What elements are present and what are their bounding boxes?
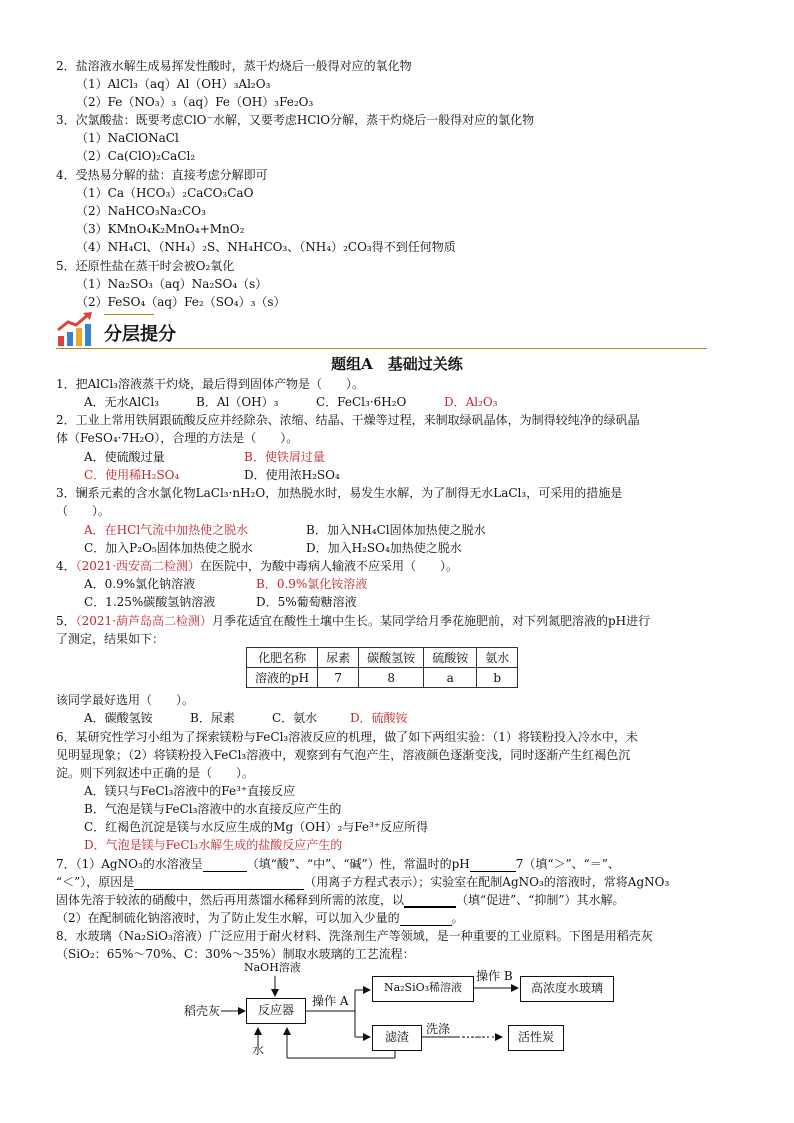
question-stem: 淀。则下列叙述中正确的是（ ）。 [56, 766, 255, 780]
question-stem: 了测定，结果如下： [56, 632, 165, 646]
flow-label: 稻壳灰 [184, 1004, 221, 1018]
option: C．红褐色沉淀是镁与水反应生成的Mg（OH）₂与Fe³⁺反应所得 [84, 820, 429, 834]
text-run: 7．（1）AgNO₃的水溶液呈 [56, 857, 203, 871]
option-answer: D．Al₂O₃ [444, 395, 498, 409]
text-line: （1）NaClONaCl [76, 131, 179, 145]
text-run: （2）在配制硫化钠溶液时，为了防止发生水解，可以加入少量的 [56, 911, 400, 925]
text-run: 固体先溶于较浓的硝酸中，然后再用蒸馏水稀释到所需的浓度，以 [56, 893, 405, 907]
option: B．Al（OH）₃ [196, 395, 279, 409]
text-run: （用离子方程式表示）；实验室在配制AgNO₃的溶液时，常将AgNO₃ [304, 875, 670, 889]
text-line: （3）KMnO₄K₂MnO₄+MnO₂ [76, 222, 245, 236]
residue-box: 滤渣 [372, 1025, 422, 1051]
question-number: 4． [56, 559, 76, 573]
table-cell: b [477, 668, 518, 688]
question-stem: 3．镧系元素的含水氯化物LaCl₃·nH₂O，加热脱水时，易发生水解，为了制得无水LaCl₃，可采用的措施是 [56, 486, 623, 500]
table-cell: 7 [318, 668, 359, 688]
question-text: 在医院中，为酸中毒病人输液不应采用（ ）。 [200, 559, 459, 573]
text-line: （1）AlCl₃（aq）Al（OH）₃Al₂O₃ [76, 77, 271, 91]
text-line: （2）Fe（NO₃）₃（aq）Fe（OH）₃Fe₂O₃ [76, 95, 314, 109]
option: D．使用浓H₂SO₄ [244, 468, 340, 482]
text-line: （1）Ca（HCO₃）₂CaCO₃CaO [76, 186, 254, 200]
flow-label: NaOH溶液 [244, 961, 301, 974]
source-tag: （2021·西安高二检测） [75, 559, 200, 573]
option: A．0.9%氯化钠溶液 [84, 577, 196, 591]
option: B．气泡是镁与FeCl₃溶液中的水直接反应产生的 [84, 802, 342, 816]
question-stem: 1．把AlCl₃溶液蒸干灼烧，最后得到固体产物是（ ）。 [56, 377, 364, 391]
option: B．尿素 [190, 711, 235, 725]
solution-box: Na₂SiO₃稀溶液 [372, 976, 474, 1002]
text-line: 5．还原性盐在蒸干时会被O₂氧化 [56, 259, 235, 273]
question-stem: 见明显现象；（2）将镁粉投入FeCl₃溶液中，观察到有气泡产生，溶液颜色逐渐变浅，同时逐渐产生红褐色沉 [56, 748, 631, 762]
option: C．氨水 [272, 711, 318, 725]
flow-label: 操作 A [312, 994, 349, 1008]
reactor-box: 反应器 [246, 998, 306, 1024]
option: A．碳酸氢铵 [84, 711, 153, 725]
text-line: （1）Na₂SO₃（aq）Na₂SO₄（s） [76, 277, 268, 291]
table-cell: 碳酸氢铵 [359, 648, 424, 668]
section-title: 分层提分 [104, 324, 176, 345]
option: A．使硫酸过量 [84, 450, 165, 464]
question-number: 5． [56, 614, 76, 628]
flow-dots: …… [462, 1027, 486, 1041]
option: A．无水AlCl₃ [84, 395, 160, 409]
option-answer: D．硫酸铵 [350, 711, 408, 725]
question-stem: （SiO₂：65%～70%、C：30%～35%）制取水玻璃的工艺流程： [56, 947, 415, 961]
carbon-box: 活性炭 [508, 1025, 564, 1051]
question-stem: 6．某研究性学习小组为了探索镁粉与FeCl₃溶液反应的机理，做了如下两组实验：（1）将镁粉投入冷水中，未 [56, 730, 638, 744]
text-line: 2．盐溶液水解生成易挥发性酸时，蒸干灼烧后一般得对应的氧化物 [56, 59, 412, 73]
table-cell: 尿素 [318, 648, 359, 668]
option: D．加入H₂SO₄加热使之脱水 [306, 541, 462, 555]
text-line: （2）Ca(ClO)₂CaCl₂ [76, 149, 196, 163]
text-run: “＜”），原因是 [56, 875, 135, 889]
text-line: （2）NaHCO₃Na₂CO₃ [76, 204, 206, 218]
group-title: 题组A 基础过关练 [331, 355, 463, 373]
flow-label: 水 [252, 1043, 265, 1057]
text-line: （2）FeSO₄（aq）Fe₂（SO₄）₃（s） [76, 295, 286, 309]
option: B．加入NH₄Cl固体加热使之脱水 [306, 523, 486, 537]
product-box: 高浓度水玻璃 [520, 976, 614, 1002]
option-answer: C．使用稀H₂SO₄ [84, 468, 180, 482]
text-run: （填“促进”、“抑制”）其水解。 [456, 893, 625, 907]
question-stem: 2．工业上常用铁屑跟硫酸反应并经除杂、浓缩、结晶、干燥等过程，来制取绿矾晶体，为制得较纯净的绿矾晶 [56, 413, 640, 427]
question-stem: （ ）。 [56, 504, 111, 518]
source-tag: （2021·葫芦岛高二检测） [75, 614, 212, 628]
question-stem: 体（FeSO₄·7H₂O），合理的方法是（ ）。 [56, 431, 299, 445]
option-answer: B．0.9%氯化铵溶液 [256, 577, 368, 591]
question-text: 月季花适宜在酸性土壤中生长。某同学给月季花施肥前，对下列氮肥溶液的pH进行 [212, 614, 651, 628]
option: A．镁只与FeCl₃溶液中的Fe³⁺直接反应 [84, 784, 296, 798]
option-answer: B．使铁屑过量 [244, 450, 325, 464]
option: C．1.25%碳酸氢钠溶液 [84, 595, 216, 609]
option-answer: D．气泡是镁与FeCl₃水解生成的盐酸反应产生的 [84, 838, 343, 852]
table-cell: 化肥名称 [247, 648, 318, 668]
flow-label: 洗涤 [426, 1022, 451, 1036]
table-cell: 8 [359, 668, 424, 688]
option: C．加入P₂O₅固体加热使之脱水 [84, 541, 253, 555]
option-answer: A．在HCl气流中加热使之脱水 [84, 523, 249, 537]
question-stem: 8．水玻璃（Na₂SiO₃溶液）广泛应用于耐火材料、洗涤剂生产等领域，是一种重要的工业原料。下图是用稻壳灰 [56, 929, 653, 943]
table-cell: 氨水 [477, 648, 518, 668]
text-run: 7（填“＞”、“＝”、 [515, 857, 620, 871]
table-cell: 溶液的pH [247, 668, 318, 688]
question-stem: 该同学最好选用（ ）。 [56, 693, 195, 707]
text-run: （填“酸”、“中”、“碱”）性，常温时的pH [246, 857, 470, 871]
option: C．FeCl₃·6H₂O [316, 395, 407, 409]
table-cell: a [424, 668, 477, 688]
option: D．5%葡萄糖溶液 [256, 595, 357, 609]
text-line: （4）NH₄Cl、（NH₄）₂S、NH₄HCO₃、（NH₄）₂CO₃得不到任何物质 [76, 240, 456, 254]
flow-label: 操作 B [476, 969, 513, 983]
text-line: 4．受热易分解的盐：直接考虑分解即可 [56, 168, 268, 182]
text-run: 。 [451, 911, 464, 925]
text-line: 3．次氯酸盐：既要考虑ClO⁻水解，又要考虑HClO分解，蒸干灼烧后一般得对应的氯化物 [56, 113, 535, 127]
table-cell: 硫酸铵 [424, 648, 477, 668]
